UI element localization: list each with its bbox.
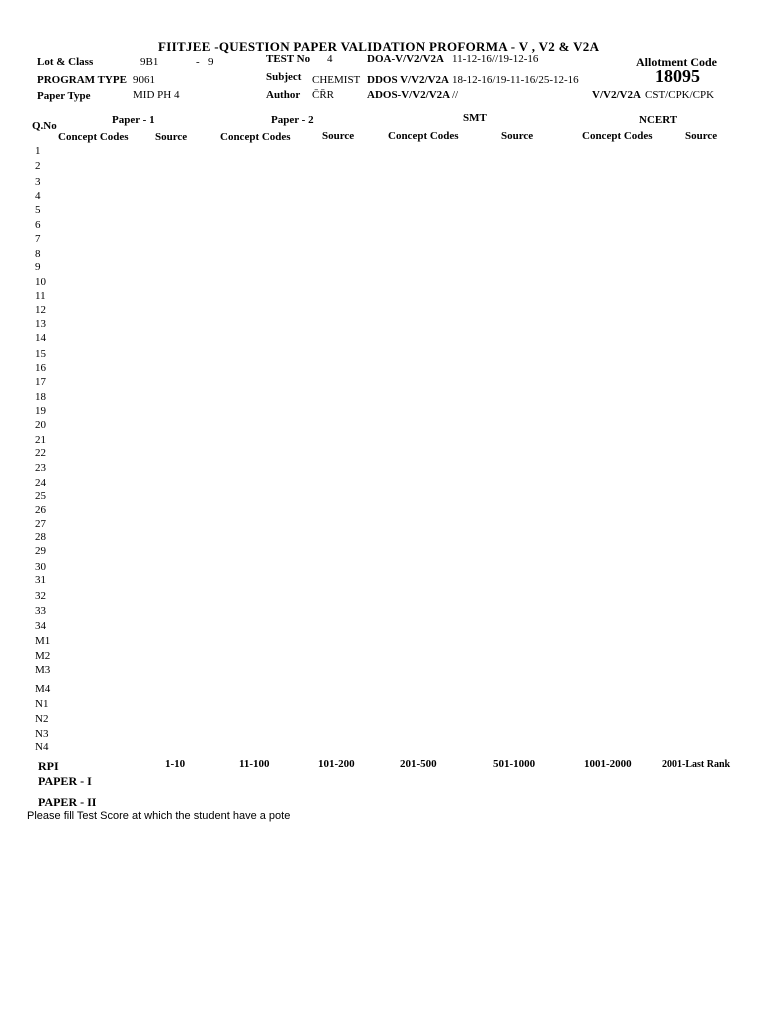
subheader-concept-codes: Concept Codes	[58, 131, 129, 143]
qno-row: M2	[35, 650, 51, 662]
author-label: Author	[266, 89, 301, 101]
qno-row: 30	[35, 561, 46, 573]
rpi-range: 501-1000	[493, 758, 536, 770]
rpi-range: 1-10	[165, 758, 186, 770]
footer-note: Please fill Test Score at which the student have a pote	[27, 810, 291, 822]
allotment-code-label: Allotment Code	[636, 55, 717, 69]
qno-row: 22	[35, 447, 46, 459]
rpi-range: 2001-Last Rank	[662, 759, 731, 770]
lot-class-label: Lot & Class	[37, 56, 94, 68]
qno-row: 1	[35, 145, 41, 157]
qno-row: 25	[35, 490, 46, 502]
program-type-value: 9061	[133, 74, 155, 86]
qno-header: Q.No	[32, 120, 57, 132]
qno-row: 23	[35, 462, 46, 474]
rpi-label: RPI	[38, 759, 59, 773]
subheader-concept-codes: Concept Codes	[582, 130, 653, 142]
test-no-label: TEST No	[266, 53, 311, 65]
qno-row: 9	[35, 261, 41, 273]
qno-row: 7	[35, 233, 41, 245]
qno-row: 16	[35, 362, 46, 374]
paper-type-label: Paper Type	[37, 90, 91, 102]
qno-row: 8	[35, 248, 41, 260]
v-v2-v2a-label: V/V2/V2A	[592, 89, 641, 101]
ados-label: ADOS-V/V2/V2A	[367, 89, 451, 101]
qno-row: M4	[35, 683, 51, 695]
ados-value: //	[452, 89, 459, 101]
qno-row: 29	[35, 545, 46, 557]
rpi-range: 11-100	[239, 758, 270, 770]
ddos-value: 18-12-16/19-11-16/25-12-16	[452, 74, 579, 86]
qno-row: 20	[35, 419, 46, 431]
qno-row: 32	[35, 590, 46, 602]
subject-value: CHEMIST	[312, 74, 361, 86]
qno-row: 15	[35, 348, 46, 360]
qno-row: 28	[35, 531, 46, 543]
subheader-source: Source	[501, 130, 534, 142]
qno-row: 12	[35, 304, 46, 316]
qno-row: 18	[35, 391, 46, 403]
qno-row: 5	[35, 204, 41, 216]
doa-label: DOA-V/V2/V2A	[367, 53, 444, 65]
qno-row: 11	[35, 290, 46, 302]
qno-row: 27	[35, 518, 46, 530]
qno-row: 13	[35, 318, 46, 330]
group-header-smt: SMT	[463, 112, 487, 124]
qno-row: 6	[35, 219, 41, 231]
qno-row: M3	[35, 664, 51, 676]
rpi-range: 201-500	[400, 758, 437, 770]
subheader-source: Source	[322, 130, 355, 142]
rpi-range: 1001-2000	[584, 758, 632, 770]
rpi-range: 101-200	[318, 758, 355, 770]
test-no-value: 4	[327, 53, 333, 65]
qno-row: N2	[35, 713, 49, 725]
page-title: FIITJEE -QUESTION PAPER VALIDATION PROFORMA - V , V2 & V2A	[158, 39, 600, 54]
qno-row: M1	[35, 635, 51, 647]
qno-row: 4	[35, 190, 41, 202]
doa-value: 11-12-16//19-12-16	[452, 53, 539, 65]
qno-row: 3	[35, 176, 41, 188]
v-v2-v2a-value: CST/CPK/CPK	[645, 89, 715, 101]
qno-row: 21	[35, 434, 46, 446]
subheader-source: Source	[155, 131, 188, 143]
subheader-source: Source	[685, 130, 718, 142]
qno-row: 14	[35, 332, 46, 344]
qno-row: 19	[35, 405, 46, 417]
lot-value: 9B1	[140, 56, 159, 68]
qno-row: 17	[35, 376, 46, 388]
qno-row: 31	[35, 574, 46, 586]
paper-1-label: PAPER - I	[38, 774, 92, 788]
ddos-label: DDOS V/V2/V2A	[367, 74, 450, 86]
group-header-paper-2: Paper - 2	[271, 114, 314, 126]
paper-2-label: PAPER - II	[38, 795, 97, 809]
qno-row: N3	[35, 728, 49, 740]
qno-row: 24	[35, 477, 46, 489]
subheader-concept-codes: Concept Codes	[388, 130, 459, 142]
group-header-ncert: NCERT	[639, 114, 678, 126]
program-type-label: PROGRAM TYPE	[37, 74, 127, 86]
class-dash: -	[196, 56, 200, 68]
paper-type-value: MID PH 4	[133, 89, 180, 101]
qno-row: N4	[35, 741, 49, 753]
qno-row: N1	[35, 698, 49, 710]
class-value: 9	[208, 56, 214, 68]
qno-row: 2	[35, 160, 41, 172]
subject-label: Subject	[266, 71, 302, 83]
allotment-code-value: 18095	[655, 66, 700, 86]
subheader-concept-codes: Concept Codes	[220, 131, 291, 143]
qno-row: 26	[35, 504, 46, 516]
author-value: C̄R̄R	[312, 89, 335, 101]
group-header-paper-1: Paper - 1	[112, 114, 155, 126]
qno-row: 10	[35, 276, 46, 288]
qno-row: 34	[35, 620, 46, 632]
qno-row: 33	[35, 605, 46, 617]
